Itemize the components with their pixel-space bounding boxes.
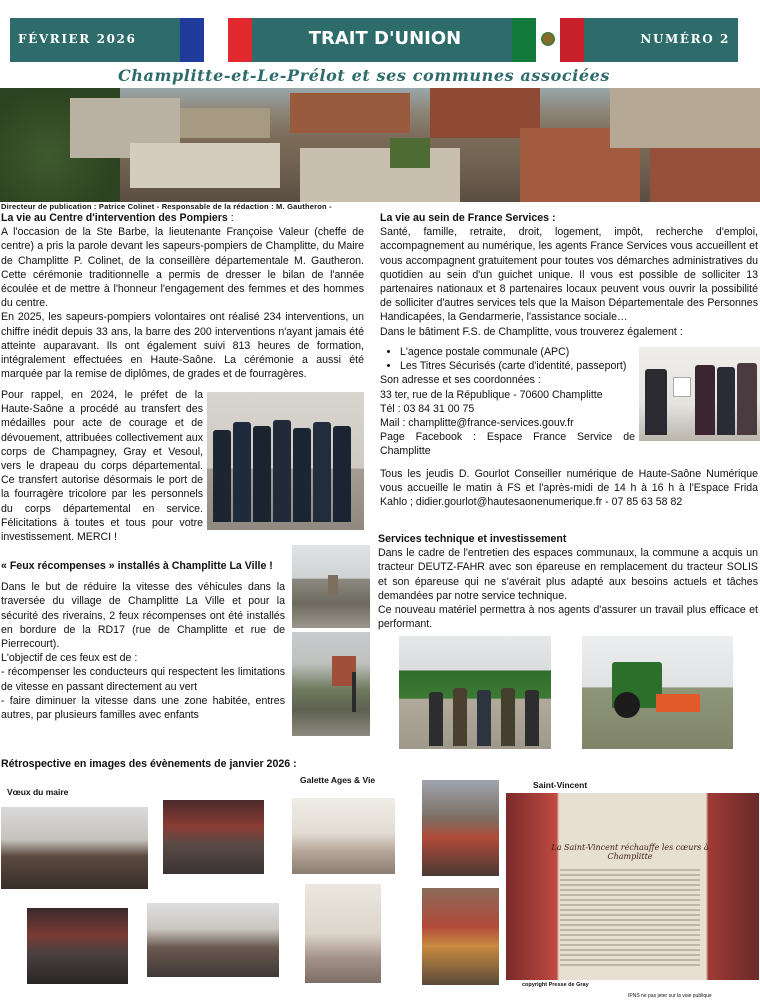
pompiers-paragraph: En 2025, les sapeurs-pompiers volontaires ont réalisé 234 interventions, un chiffre inédit depuis 33 ans, la barre des 200 interventions n'ayant jamais été atteinte auparavant. Ils ont également suivi 813 heures de formation, intégralement effectuées en Haute-Saône. La cérémonie a aussi été marquée par la remise de diplômes, de grades et de fourragères. [1, 311, 364, 381]
ipns-notice: IPNS ne pas jeter sur la voie publique [628, 993, 712, 999]
saint-vincent-press-clipping [506, 793, 759, 980]
village-street-photo [292, 545, 370, 628]
france-services-paragraph: Tous les jeudis D. Gourlot Conseiller numérique de Haute-Saône Numérique vous accueille le matin à FS et l'après-midi de 14 h à 16 h à l'Espace Frida Kahlo ; didier.gourlot@hautesaonenumerique.fr - 07 85 63 58 82 [380, 468, 758, 509]
traffic-light-photo [292, 632, 370, 736]
france-services-title: La vie au sein de France Services : [380, 212, 556, 224]
voeux-photo [147, 903, 279, 977]
list-item: • L'agence postale communale (APC) [400, 345, 635, 359]
feux-paragraph: Dans le but de réduire la vitesse des véhicules dans la traversée du village de Champlitte La Ville et pour la sécurité des riverains, 2 feux récompenses ont été installés en bordure de la RD17 (rue de Champlitte et rue de Pierrecourt). [1, 581, 285, 651]
tractor-epareuse-photo [582, 636, 733, 749]
issue-date: FÉVRIER 2026 [18, 32, 137, 46]
subtitle: Champlitte-et-Le-Prélot et ses communes associées [117, 66, 611, 85]
address-title: Son adresse et ses coordonnées : [380, 374, 541, 387]
publication-credit: Directeur de publication : Patrice Colinet - Responsable de la rédaction : M. Gautheron - [1, 202, 332, 211]
feux-title: « Feux récompenses » installés à Champlitte La Ville ! [1, 560, 273, 572]
pompiers-article [1, 211, 364, 381]
voeux-label: Vœux du maire [7, 787, 69, 797]
feux-paragraph: L'objectif de ces feux est de : [1, 652, 138, 665]
france-services-paragraph: Dans le bâtiment F.S. de Champlitte, vous trouverez également : [380, 325, 683, 338]
pompiers-title-colon: : [227, 212, 234, 224]
facebook-page: Page Facebook : Espace France Service de Champlitte [380, 431, 635, 458]
france-services-paragraph: Santé, famille, retraite, droit, logement, impôt, recherche d'emploi, accompagnement au numérique, les agents France Services vous accueillent et vous accompagnent gratuitement pour toutes vos démarches administratives du quotidien au sein d'un guichet unique. Il vous est possible de solliciter 13 partenaires nationaux et 8 partenaires locaux peuvent vous ouvrir la possibilité de solliciter d'autres services tels que la Maison Départementale des Personnes Handicapées, la Gendarmerie, l'assistance sociale… [380, 226, 758, 324]
saint-vincent-photo [422, 888, 499, 985]
services-paragraph: Dans le cadre de l'entretien des espaces communaux, la commune a acquis un tracteur DEUTZ-FAHR avec son épareuse en remplacement du tracteur SOLIS et son épareuse qui ne s'avérait plus adapté aux besoins actuels et tâches demandées par notre service technique. [378, 547, 758, 602]
saint-vincent-photo [422, 780, 499, 876]
pompiers-paragraph: Pour rappel, en 2024, le préfet de la Haute-Saône a procédé au transfert des médailles pour acte de courage et de dévouement, attribuées collectivement aux corps de Champagney, Gray et Vesoul, vers le drapeau du corps départemental. Ce transfert autorise désormais le port de la fourragère tricolore par les personnels du corps départemental en service. Félicitations à toutes et tous pour votre investissement. MERCI ! [1, 389, 203, 544]
services-list [398, 345, 635, 373]
feux-paragraph: - récompenser les conducteurs qui respectent les limitations de vitesse en passant directement au vert [1, 666, 285, 693]
france-services-contact [380, 345, 635, 459]
feux-article [1, 559, 285, 722]
email: Mail : champlitte@france-services.gouv.fr [380, 417, 574, 430]
retrospective-title: Rétrospective en images des évènements de janvier 2026 : [1, 758, 297, 770]
press-headline: La Saint-Vincent réchauffe les cœurs à Champlitte [551, 843, 709, 861]
pompiers-article-cont [1, 388, 203, 544]
services-technique-article [378, 532, 758, 631]
newsletter-title: TRAIT D'UNION [308, 28, 462, 49]
address: 33 ter, rue de la République - 70600 Champlitte [380, 388, 603, 401]
galette-photo [292, 798, 395, 874]
galette-label: Galette Ages & Vie [300, 775, 376, 785]
press-copyright: copyright Presse de Gray [522, 982, 589, 988]
saint-vincent-label: Saint-Vincent [533, 780, 588, 790]
galette-photo [305, 884, 381, 983]
aerial-town-photo [0, 88, 760, 202]
firefighters-group-photo [207, 392, 364, 530]
header-banner [10, 18, 738, 62]
list-item: • Les Titres Sécurisés (carte d'identité, passeport) [400, 359, 635, 373]
services-paragraph: Ce nouveau matériel permettra à nos agents d'assurer un travail plus efficace et performant. [378, 604, 758, 631]
issue-number: NUMÉRO 2 [640, 32, 730, 46]
voeux-photo [163, 800, 264, 874]
france-flag-icon [180, 18, 252, 62]
france-services-numerique [380, 467, 758, 510]
feux-paragraph: - faire diminuer la vitesse dans une zone habitée, entres autres, par plusieurs familles avec enfants [1, 694, 285, 722]
pompiers-title: La vie au Centre d'intervention des Pompiers [1, 212, 228, 224]
mexico-emblem-icon [541, 32, 555, 46]
pompiers-paragraph: A l'occasion de la Ste Barbe, la lieutenante Françoise Valeur (cheffe de centre) a pris la parole devant les sapeurs-pompiers de Champlitte, du Maire de Champlitte P. Colinet, de la conseillère départementale M. Gautheron. Cette cérémonie traditionnelle a permis de dresser le bilan de l'année écoulée et de mettre à l'honneur l'engagement des femmes et des hommes du centre. [1, 226, 364, 310]
voeux-photo [1, 807, 148, 889]
france-services-article [380, 211, 758, 339]
services-technique-title: Services technique et investissement [378, 533, 567, 545]
mexico-flag-icon [512, 18, 584, 62]
tractor-team-photo [399, 636, 551, 749]
phone: Tél : 03 84 31 00 75 [380, 402, 475, 415]
voeux-photo [27, 908, 128, 984]
france-services-team-photo [639, 347, 760, 441]
